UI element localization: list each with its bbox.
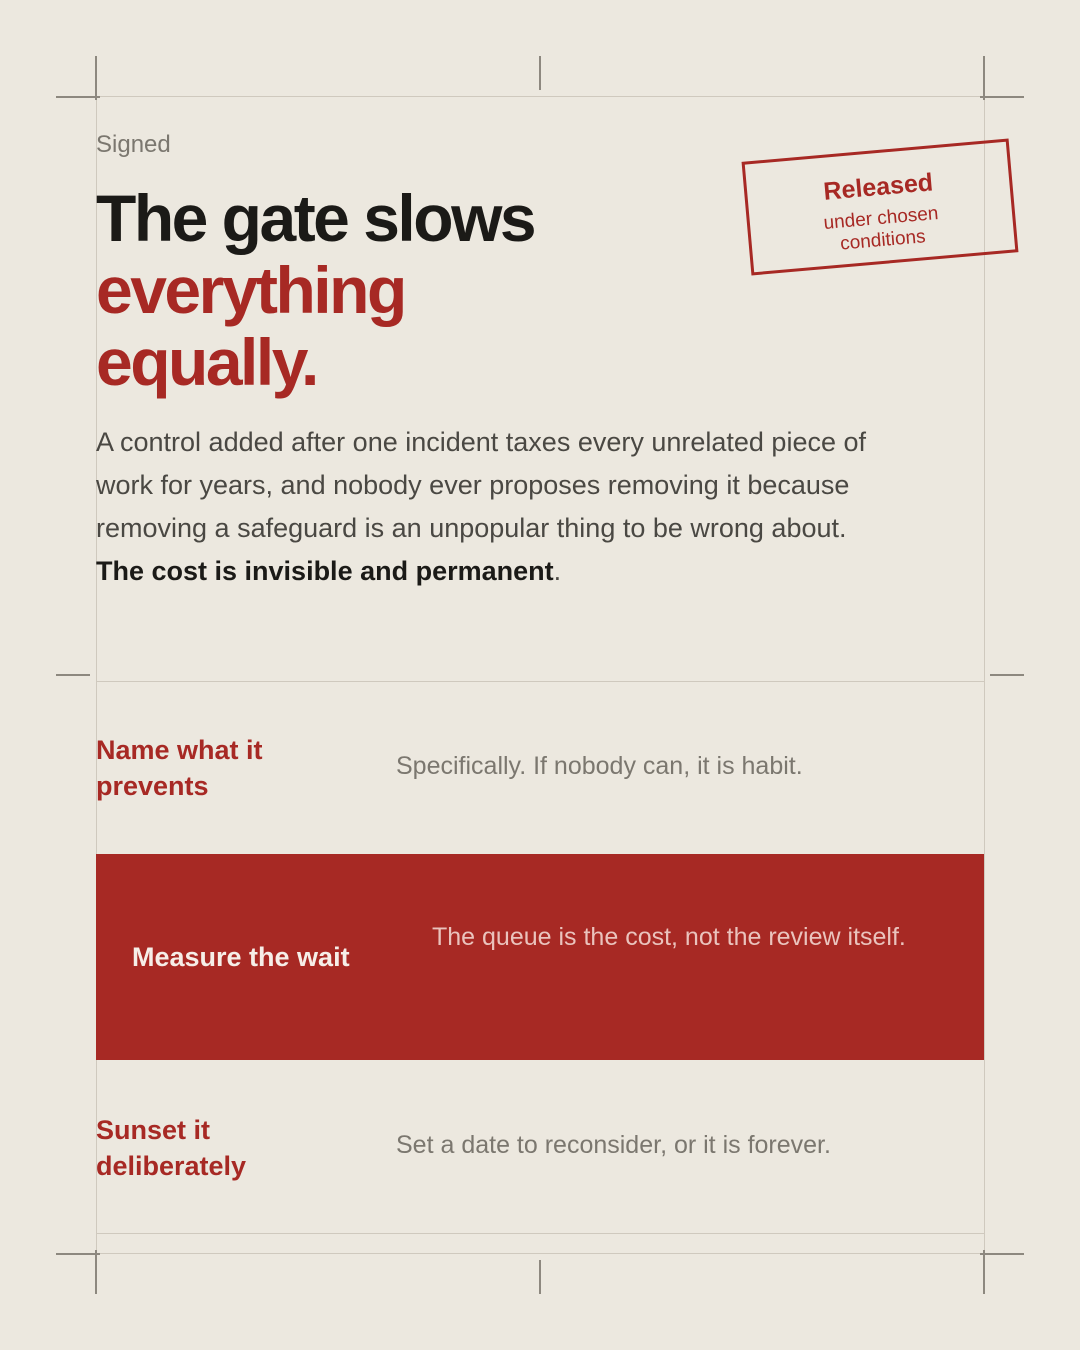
side-mark xyxy=(56,674,90,676)
center-mark xyxy=(539,1260,541,1294)
row-description: Specifically. If nobody can, it is habit. xyxy=(396,752,803,780)
stamp-subtitle-line-1: under chosen xyxy=(822,202,940,234)
row-description: Set a date to reconsider, or it is forever. xyxy=(396,1131,831,1159)
center-mark xyxy=(539,56,541,90)
table-row xyxy=(96,682,984,854)
row-description: The queue is the cost, not the review itself. xyxy=(432,923,906,951)
frame-bottom-line xyxy=(56,1253,1024,1254)
frame-top-line xyxy=(56,96,1024,97)
side-mark xyxy=(990,674,1024,676)
stamp-subtitle-line-2: conditions xyxy=(839,226,927,255)
row-title: Measure the wait xyxy=(132,942,350,972)
crop-mark xyxy=(983,56,985,100)
headline xyxy=(96,182,716,398)
crop-mark xyxy=(95,56,97,100)
table-row-highlighted xyxy=(96,854,984,1060)
crop-mark xyxy=(983,1250,985,1294)
eyebrow-label: Signed xyxy=(96,131,171,158)
crop-mark xyxy=(980,96,1024,98)
body-emphasis: The cost is invisible and permanent xyxy=(96,556,554,586)
crop-mark xyxy=(980,1253,1024,1255)
released-stamp xyxy=(742,139,1019,276)
table-bottom-divider xyxy=(96,1233,984,1234)
row-title: Name what it prevents xyxy=(96,735,263,801)
crop-mark xyxy=(56,1253,100,1255)
row-title: Sunset it deliberately xyxy=(96,1115,247,1181)
headline-line-3: equally. xyxy=(96,325,317,399)
crop-mark xyxy=(56,96,100,98)
headline-line-1: The gate slows xyxy=(96,181,535,255)
stamp-title: Released xyxy=(822,168,935,206)
headline-line-2: everything xyxy=(96,253,405,327)
crop-mark xyxy=(95,1250,97,1294)
body-paragraph xyxy=(96,421,896,593)
table-row xyxy=(96,1060,984,1233)
body-end: . xyxy=(553,556,562,586)
body-text: A control added after one incident taxes every unrelated piece of work for years, and nobody ever proposes removing it because removing a safeguard is an unpopular thing to be wrong about. xyxy=(96,427,867,543)
